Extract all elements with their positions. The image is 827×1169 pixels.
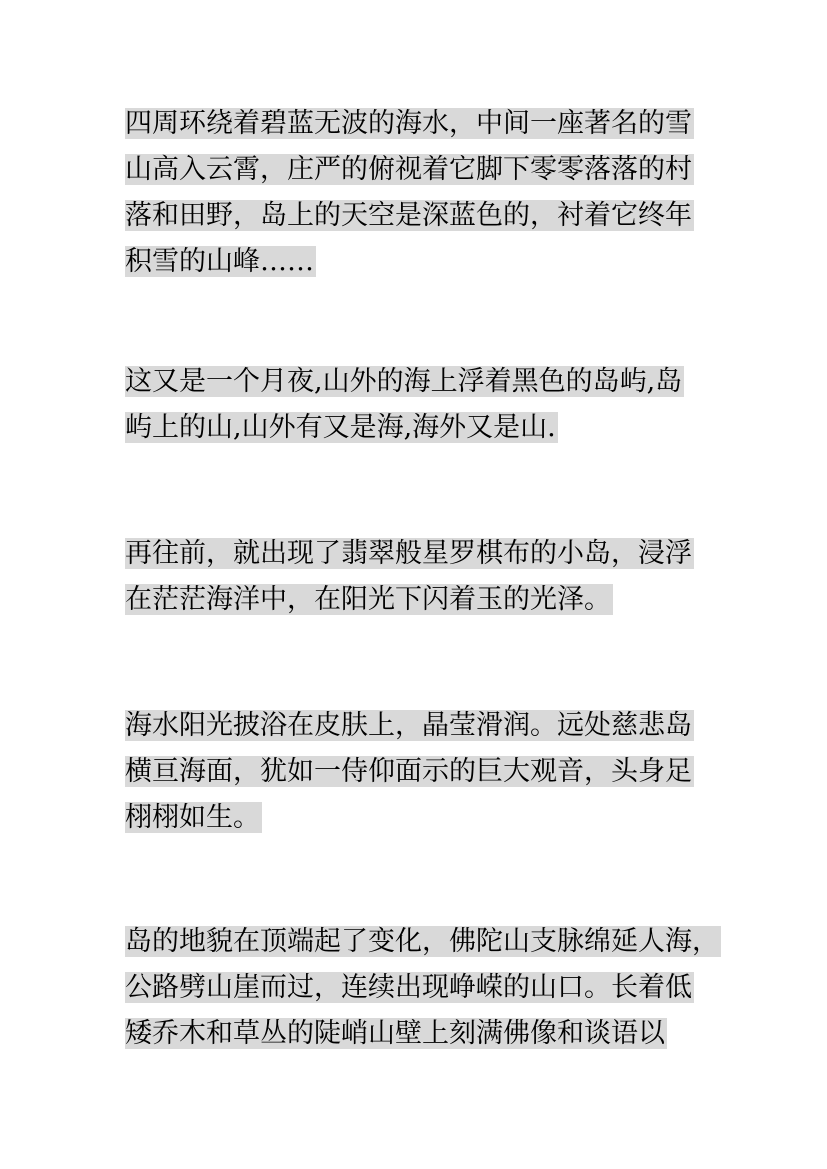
paragraph-line bbox=[125, 151, 694, 188]
paragraph-1 bbox=[125, 105, 694, 289]
paragraph-line bbox=[125, 197, 694, 234]
highlighted-text: 四周环绕着碧蓝无波的海水，中间一座著名的雪 bbox=[125, 108, 692, 139]
paragraph-line bbox=[125, 363, 684, 400]
paragraph-2 bbox=[125, 363, 684, 455]
paragraph-line bbox=[125, 799, 694, 836]
paragraph-line bbox=[125, 243, 694, 280]
highlighted-text: 落和田野，岛上的天空是深蓝色的，衬着它终年 bbox=[125, 200, 692, 231]
highlighted-text: 栩栩如生。 bbox=[125, 802, 260, 833]
highlighted-text: 在茫茫海洋中，在阳光下闪着玉的光泽。 bbox=[125, 584, 611, 615]
paragraph-line bbox=[125, 105, 694, 142]
paragraph-line bbox=[125, 1015, 721, 1052]
paragraph-5 bbox=[125, 923, 721, 1061]
highlighted-text: 积雪的山峰…… bbox=[125, 246, 314, 277]
paragraph-line bbox=[125, 409, 684, 446]
paragraph-4 bbox=[125, 707, 694, 845]
paragraph-line bbox=[125, 969, 721, 1006]
highlighted-text: 这又是一个月夜,山外的海上浮着黑色的岛屿,岛 bbox=[125, 366, 683, 397]
highlighted-text: 再往前，就出现了翡翠般星罗棋布的小岛，浸浮 bbox=[125, 538, 692, 569]
paragraph-line bbox=[125, 923, 721, 960]
paragraph-line bbox=[125, 535, 694, 572]
highlighted-text: 岛的地貌在顶端起了变化，佛陀山支脉绵延人海， bbox=[125, 926, 719, 957]
highlighted-text: 山高入云霄，庄严的俯视着它脚下零零落落的村 bbox=[125, 154, 692, 185]
highlighted-text: 海水阳光披浴在皮肤上，晶莹滑润。远处慈悲岛 bbox=[125, 710, 692, 741]
highlighted-text: 矮乔木和草丛的陡峭山壁上刻满佛像和谈语以 bbox=[125, 1018, 665, 1049]
paragraph-line bbox=[125, 707, 694, 744]
highlighted-text: 屿上的山,山外有又是海,海外又是山. bbox=[125, 412, 556, 443]
paragraph-line bbox=[125, 581, 694, 618]
paragraph-3 bbox=[125, 535, 694, 627]
highlighted-text: 公路劈山崖而过，连续出现峥嵘的山口。长着低 bbox=[125, 972, 692, 1003]
paragraph-line bbox=[125, 753, 694, 790]
highlighted-text: 横亘海面，犹如一侍仰面示的巨大观音，头身足 bbox=[125, 756, 692, 787]
